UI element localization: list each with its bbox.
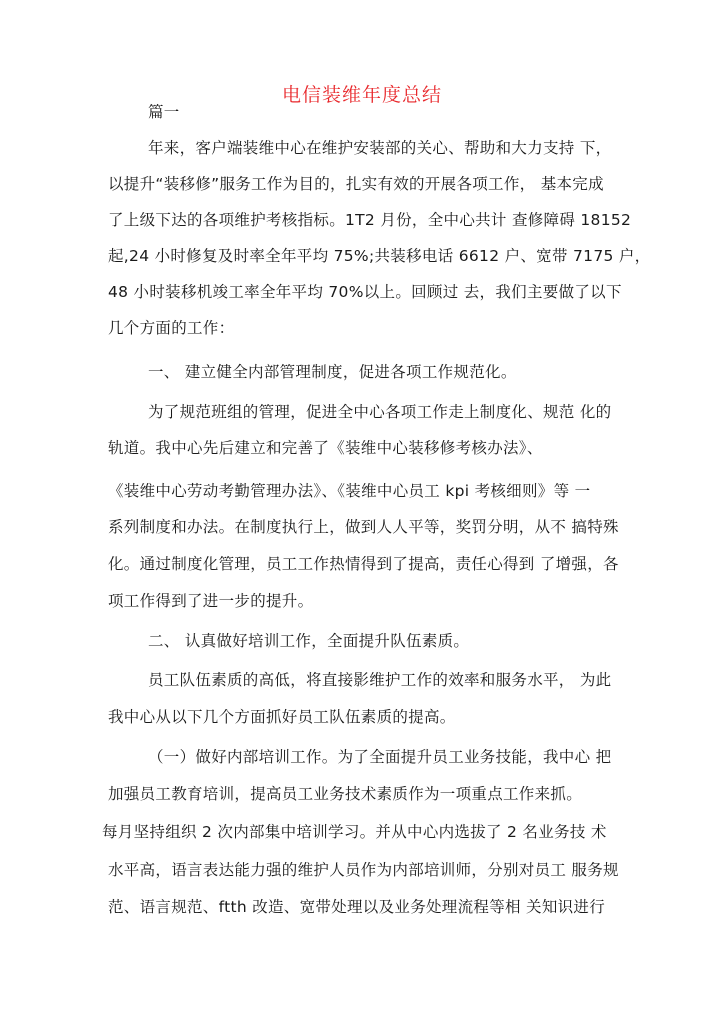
paragraph-line: （一）做好内部培训工作。为了全面提升员工业务技能，我中心 把	[148, 748, 612, 766]
paragraph-line: 我中心从以下几个方面抓好员工队伍素质的提高。	[108, 708, 456, 726]
paragraph-line: 《装维中心劳动考勤管理办法》、《装维中心员工 kpi 考核细则》等 一	[108, 482, 591, 500]
document-title: 电信装维年度总结	[281, 84, 442, 106]
paragraph-line: 员工队伍素质的高低，将直接影维护工作的效率和服务水平， 为此	[148, 671, 612, 689]
paragraph-line: 加强员工教育培训，提高员工业务技术素质作为一项重点工作来抓。	[108, 785, 583, 803]
paragraph-line: 几个方面的工作：	[108, 319, 235, 337]
paragraph-line: 起,24 小时修复及时率全年平均 75%;共装移电话 6612 户、宽带 7175 户，	[108, 247, 651, 265]
paragraph-line: 化。通过制度化管理，员工工作热情得到了提高，责任心得到 了增强，各	[108, 555, 619, 573]
paragraph-line: 为了规范班组的管理，促进全中心各项工作走上制度化、规范 化的	[148, 403, 612, 421]
section-label: 篇一	[148, 103, 180, 121]
paragraph-line: 范、语言规范、ftth 改造、宽带处理以及业务处理流程等相 关知识进行	[108, 898, 606, 916]
paragraph-line: 水平高，语言表达能力强的维护人员作为内部培训师，分别对员工 服务规	[108, 861, 619, 879]
paragraph-line: 系列制度和办法。在制度执行上，做到人人平等，奖罚分明，从不 搞特殊	[108, 518, 619, 536]
paragraph-line: 每月坚持组织 2 次内部集中培训学习。并从中心内选拔了 2 名业务技 术	[102, 823, 607, 841]
heading-line: 一、 建立健全内部管理制度，促进各项工作规范化。	[148, 363, 517, 381]
paragraph-line: 了上级下达的各项维护考核指标。1T2 月份，全中心共计 查修障碍 18152	[108, 211, 632, 229]
paragraph-line: 项工作得到了进一步的提升。	[108, 592, 314, 610]
paragraph-line: 年来，客户端装维中心在维护安装部的关心、帮助和大力支持 下，	[148, 139, 612, 157]
heading-line: 二、 认真做好培训工作，全面提升队伍素质。	[148, 632, 470, 650]
paragraph-line: 轨道。我中心先后建立和完善了《装维中心装移修考核办法》、	[108, 439, 543, 457]
paragraph-line: 48 小时装移机竣工率全年平均 70%以上。回顾过 去，我们主要做了以下	[108, 283, 622, 301]
paragraph-line: 以提升“装移修”服务工作为目的，扎实有效的开展各项工作， 基本完成	[108, 175, 604, 193]
